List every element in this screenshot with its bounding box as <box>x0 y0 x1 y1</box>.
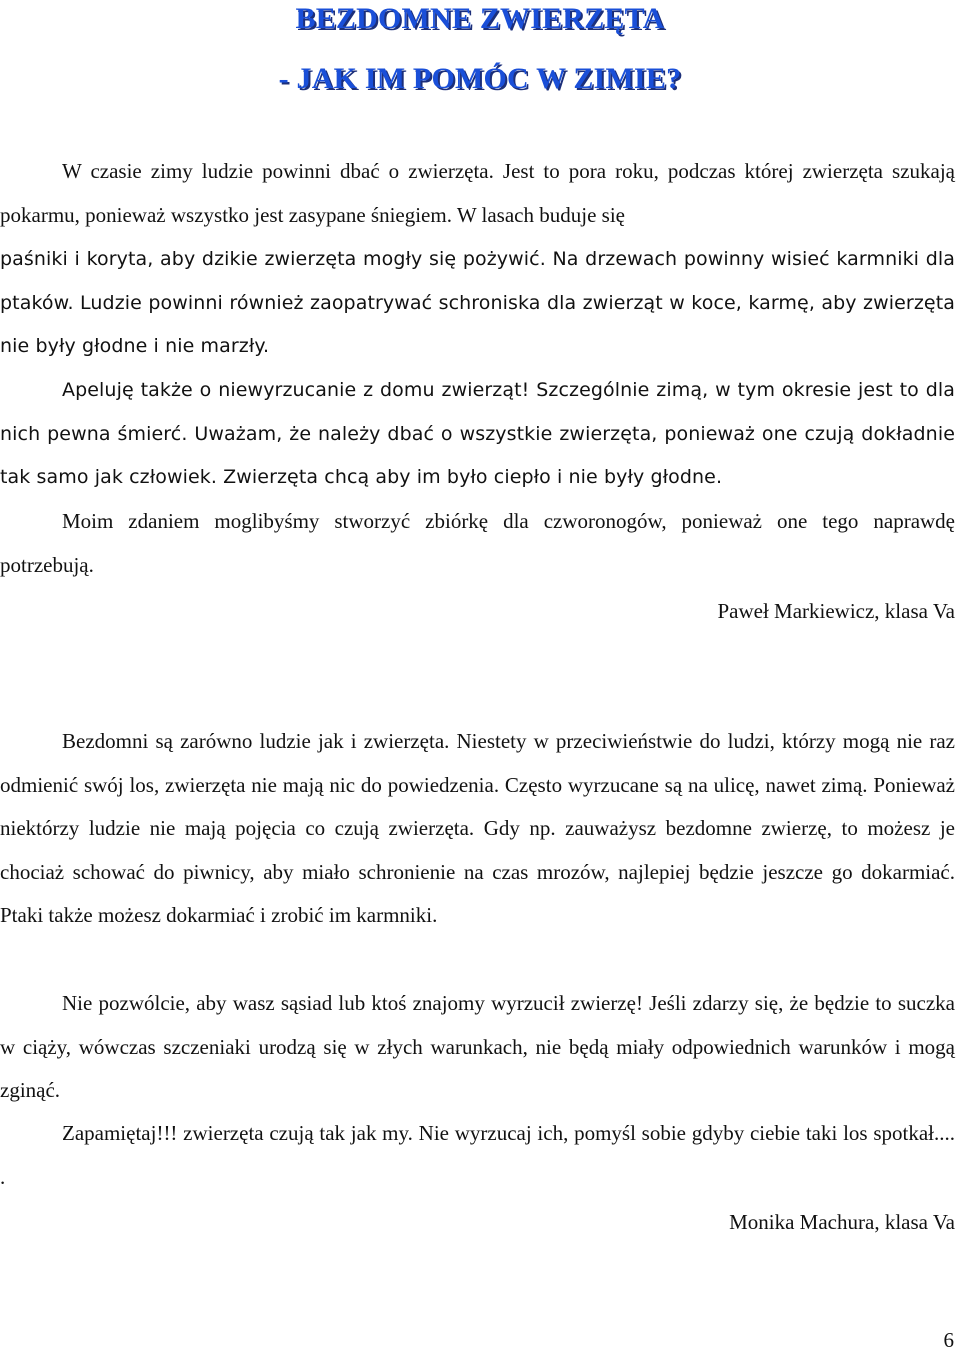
article1-paragraph-1-cont <box>0 238 955 369</box>
article1-paragraph-3-text: Moim zdaniem moglibyśmy stworzyć zbiórkę dla czworonogów, ponieważ one tego naprawdę potrzebują. <box>0 509 955 577</box>
article2-paragraph-2 <box>0 982 955 1113</box>
article1-paragraph-1-cont-text: paśniki i koryta, aby dzikie zwierzęta mogły się pożywić. Na drzewach powinny wisieć karmniki dla ptaków. Ludzie powinni również zaopatrywać schroniska dla zwierząt w koce, karmę, aby zwierzęta nie były głodne i nie marzły. <box>0 248 955 357</box>
page-title-line-2: - JAK IM POMÓC W ZIMIE? <box>278 62 682 95</box>
article2-paragraph-1 <box>0 720 955 938</box>
article2-paragraph-1-text: Bezdomni są zarówno ludzie jak i zwierzęta. Niestety w przeciwieństwie do ludzi, którzy mogą nie raz odmienić swój los, zwierzęta nie mają nic do powiedzenia. Często wyrzucane są na ulicę, nawet zimą. Ponieważ niektórzy ludzie nie mają pojęcia co czują zwierzęta. Gdy np. zauważysz bezdomne zwierzę, to możesz je chociaż schować do piwnicy, aby miało schronienie na czas mrozów, najlepiej będzie jeszcze go dokarmiać. Ptaki także możesz dokarmiać i zrobić im karmniki. <box>0 729 955 927</box>
article1-paragraph-1 <box>0 150 955 237</box>
article2-paragraph-3-text: Zapamiętaj!!! zwierzęta czują tak jak my. Nie wyrzucaj ich, pomyśl sobie gdyby ciebie taki los spotkał.... . <box>0 1121 955 1189</box>
article2-signature: Monika Machura, klasa Va <box>729 1210 955 1234</box>
article1-paragraph-2-text: Szczególnie zimą, w tym okresie jest to dla nich pewna śmierć. Uważam, że należy dbać o wszystkie zwierzęta, ponieważ one czują dokładnie tak samo jak człowiek. Zwierzęta chcą aby im było ciepło i nie były głodne. <box>0 379 955 488</box>
article1-signature: Paweł Markiewicz, klasa Va <box>717 599 955 623</box>
article1-paragraph-2 <box>0 369 955 500</box>
article1-paragraph-2-lead: Apeluję także o niewyrzucanie z domu zwierząt! <box>62 379 530 401</box>
article1-paragraph-3 <box>0 500 955 587</box>
page-number: 6 <box>943 1328 954 1352</box>
article2-paragraph-3 <box>0 1112 955 1199</box>
page-title-line-1: BEZDOMNE ZWIERZĘTA <box>295 2 665 35</box>
article2-paragraph-2-text: Nie pozwólcie, aby wasz sąsiad lub ktoś znajomy wyrzucił zwierzę! Jeśli zdarzy się, że będzie to suczka w ciąży, wówczas szczeniaki urodzą się w złych warunkach, nie będą miały odpowiednich warunków i mogą zginąć. <box>0 991 955 1102</box>
article1-paragraph-1-text: W czasie zimy ludzie powinni dbać o zwierzęta. Jest to pora roku, podczas której zwierzęta szukają pokarmu, ponieważ wszystko jest zasypane śniegiem. W lasach buduje się <box>0 159 955 227</box>
